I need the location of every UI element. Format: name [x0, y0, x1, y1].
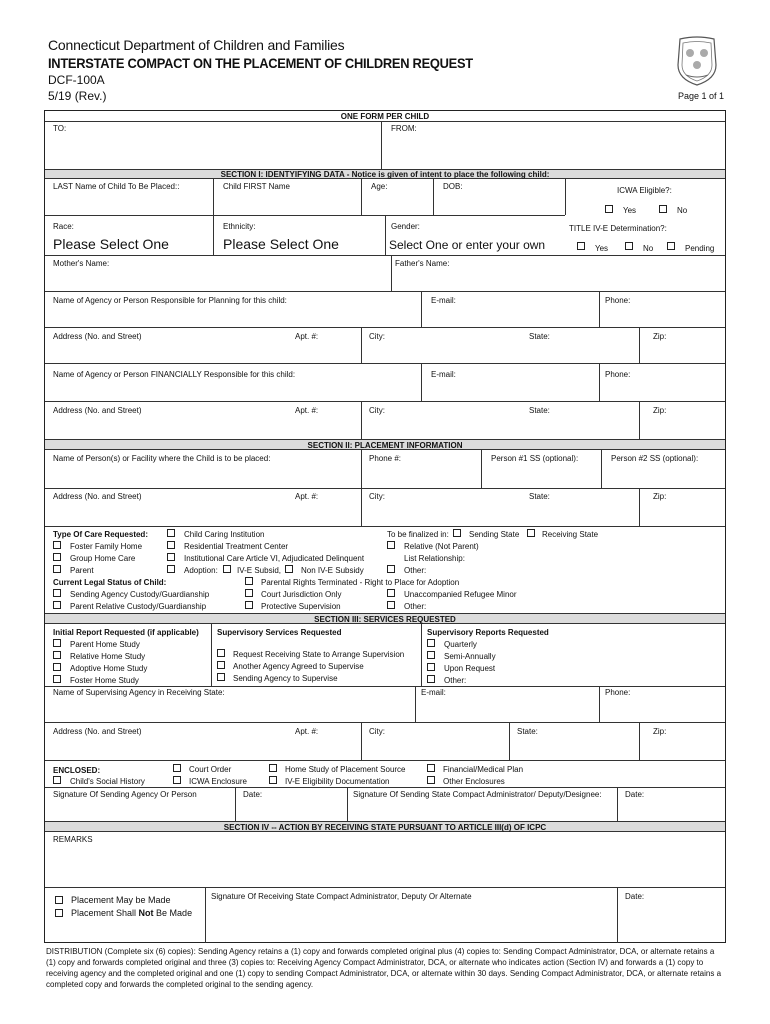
- relative-home-checkbox[interactable]: [53, 651, 61, 659]
- unaccompanied-checkbox[interactable]: [387, 589, 395, 597]
- placement-may-label: Placement May be Made: [71, 895, 171, 905]
- sup-city-label: City:: [369, 727, 385, 736]
- ethnicity-select[interactable]: Please Select One: [223, 236, 339, 252]
- parent-label: Parent: [70, 566, 94, 575]
- title-ive-no-checkbox[interactable]: [625, 242, 633, 250]
- sig-compact-label: Signature Of Sending State Compact Administrator/ Deputy/Designee:: [353, 790, 602, 799]
- financial-address-label: Address (No. and Street): [53, 406, 142, 415]
- first-name-label: Child FIRST Name: [223, 182, 290, 191]
- title-ive-pending-checkbox[interactable]: [667, 242, 675, 250]
- foster-home-label: Foster Home Study: [70, 676, 139, 685]
- initial-report-label: Initial Report Requested (if applicable): [53, 628, 199, 637]
- sup-phone-label: Phone:: [605, 688, 631, 697]
- ive-doc-checkbox[interactable]: [269, 776, 277, 784]
- planning-state-label: State:: [529, 332, 550, 341]
- ethnicity-label: Ethnicity:: [223, 222, 256, 231]
- distribution-text: DISTRIBUTION (Complete six (6) copies): Sending Agency retains a (1) copy and forwards completed original plus (4) copies to: Sending Compact Administrator, DCA, or alternate retains a (1) copy and forwards completed original and three (3) copies to: Receiving Agency Compact Administrator, DCA, or alternate who indicates action (Section IV) and forwards a (1) copy to receiving agency and the completed original and one (1) copy to sending Compact Administrator, DCA, or alternate within 30 days. Sending Compact Administrator, DCA, or alternate retains a completed copy and forwards the completed original to the sending agency.: [46, 947, 722, 989]
- sup-zip-label: Zip:: [653, 727, 667, 736]
- upon-request-checkbox[interactable]: [427, 663, 435, 671]
- planning-phone-label: Phone:: [605, 296, 631, 305]
- req-receiving-label: Request Receiving State to Arrange Supervision: [233, 650, 405, 659]
- financial-state-label: State:: [529, 406, 550, 415]
- placement-address-label: Address (No. and Street): [53, 492, 142, 501]
- section-1-title: SECTION I: IDENTYIFYING DATA - Notice is given of intent to place the following child:: [220, 170, 550, 179]
- non-ive-label: Non IV-E Subsidy: [301, 566, 364, 575]
- adoptive-home-checkbox[interactable]: [53, 663, 61, 671]
- foster-family-checkbox[interactable]: [53, 541, 61, 549]
- protective-label: Protective Supervision: [261, 602, 341, 611]
- race-label: Race:: [53, 222, 74, 231]
- placement-may-checkbox[interactable]: [55, 896, 63, 904]
- race-select[interactable]: Please Select One: [53, 236, 169, 252]
- child-caring-label: Child Caring Institution: [184, 530, 265, 539]
- court-order-label: Court Order: [189, 765, 232, 774]
- foster-family-label: Foster Family Home: [70, 542, 143, 551]
- to-label: TO:: [53, 124, 67, 133]
- protective-checkbox[interactable]: [245, 601, 253, 609]
- parent-checkbox[interactable]: [53, 565, 61, 573]
- another-agency-checkbox[interactable]: [217, 661, 225, 669]
- sup-services-label: Supervisory Services Requested: [217, 628, 342, 637]
- upon-request-label: Upon Request: [444, 664, 496, 673]
- one-form-label: ONE FORM PER CHILD: [340, 112, 430, 121]
- title-ive-pending-label: Pending: [685, 244, 715, 253]
- other-legal-checkbox[interactable]: [387, 601, 395, 609]
- institutional-checkbox[interactable]: [167, 553, 175, 561]
- financial-city-label: City:: [369, 406, 385, 415]
- sig-receiving-label: Signature Of Receiving State Compact Administrator, Deputy Or Alternate: [211, 892, 472, 901]
- sup-agency-label: Name of Supervising Agency in Receiving State:: [53, 688, 225, 697]
- icwa-no-checkbox[interactable]: [659, 205, 667, 213]
- sup-email-label: E-mail:: [421, 688, 446, 697]
- sig-receiving-date-label: Date:: [625, 892, 645, 901]
- parental-rights-label: Parental Rights Terminated - Right to Place for Adoption: [261, 578, 460, 587]
- other-enclosures-checkbox[interactable]: [427, 776, 435, 784]
- quarterly-checkbox[interactable]: [427, 639, 435, 647]
- adoptive-home-label: Adoptive Home Study: [70, 664, 148, 673]
- other-enclosures-label: Other Enclosures: [443, 777, 505, 786]
- unaccompanied-label: Unaccompanied Refugee Minor: [404, 590, 517, 599]
- icwa-label: ICWA Eligible?:: [617, 186, 672, 195]
- title-ive-yes-checkbox[interactable]: [577, 242, 585, 250]
- sending-agency-sup-checkbox[interactable]: [217, 673, 225, 681]
- financial-zip-label: Zip:: [653, 406, 667, 415]
- group-home-checkbox[interactable]: [53, 553, 61, 561]
- icwa-no-label: No: [677, 206, 688, 215]
- icwa-enclosure-label: ICWA Enclosure: [189, 777, 247, 786]
- icpc-form: [44, 110, 726, 943]
- sup-address-label: Address (No. and Street): [53, 727, 142, 736]
- type-of-care-label: Type Of Care Requested:: [53, 530, 148, 539]
- mother-name-label: Mother's Name:: [53, 259, 110, 268]
- parent-home-checkbox[interactable]: [53, 639, 61, 647]
- title-ive-no-label: No: [643, 244, 654, 253]
- ive-doc-label: IV-E Eligibility Documentation: [285, 777, 390, 786]
- ive-subsid-label: IV-E Subsid,: [237, 566, 282, 575]
- planning-city-label: City:: [369, 332, 385, 341]
- form-number: DCF-100A: [48, 73, 105, 87]
- placement-shall-not-label: Placement Shall Not Be Made: [71, 908, 193, 918]
- finalized-receiving-checkbox[interactable]: [527, 529, 535, 537]
- planning-agency-label: Name of Agency or Person Responsible for Planning for this child:: [53, 296, 287, 305]
- form-revision: 5/19 (Rev.): [48, 89, 107, 103]
- parental-rights-checkbox[interactable]: [245, 577, 253, 585]
- child-caring-checkbox[interactable]: [167, 529, 175, 537]
- ive-subsid-checkbox[interactable]: [223, 565, 231, 573]
- other-care-label: Other:: [404, 566, 427, 575]
- other-care-checkbox[interactable]: [387, 565, 395, 573]
- planning-apt-label: Apt. #:: [295, 332, 319, 341]
- dob-label: DOB:: [443, 182, 463, 191]
- adoption-checkbox[interactable]: [167, 565, 175, 573]
- semi-annually-label: Semi-Annually: [444, 652, 496, 661]
- req-receiving-checkbox[interactable]: [217, 649, 225, 657]
- quarterly-label: Quarterly: [444, 640, 477, 649]
- agency-name: Connecticut Department of Children and Families: [48, 37, 345, 53]
- section-3-title: SECTION III: SERVICES REQUESTED: [314, 615, 456, 624]
- person1-ss-label: Person #1 SS (optional):: [491, 454, 579, 463]
- planning-address-label: Address (No. and Street): [53, 332, 142, 341]
- sending-custody-label: Sending Agency Custody/Guardianship: [70, 590, 210, 599]
- residential-checkbox[interactable]: [167, 541, 175, 549]
- finalized-receiving-label: Receiving State: [542, 530, 599, 539]
- court-jurisdiction-checkbox[interactable]: [245, 589, 253, 597]
- financial-plan-checkbox[interactable]: [427, 764, 435, 772]
- placement-apt-label: Apt. #:: [295, 492, 319, 501]
- financial-apt-label: Apt. #:: [295, 406, 319, 415]
- icwa-yes-label: Yes: [623, 206, 637, 215]
- group-home-label: Group Home Care: [70, 554, 136, 563]
- parent-home-label: Parent Home Study: [70, 640, 140, 649]
- relative-checkbox[interactable]: [387, 541, 395, 549]
- finalized-sending-label: Sending State: [469, 530, 520, 539]
- title-ive-yes-label: Yes: [595, 244, 609, 253]
- state-seal-icon: [672, 35, 722, 87]
- sending-custody-checkbox[interactable]: [53, 589, 61, 597]
- sig-sending-label: Signature Of Sending Agency Or Person: [53, 790, 197, 799]
- remarks-label: REMARKS: [53, 835, 93, 844]
- non-ive-checkbox[interactable]: [285, 565, 293, 573]
- sending-agency-sup-label: Sending Agency to Supervise: [233, 674, 338, 683]
- placement-city-label: City:: [369, 492, 385, 501]
- person2-ss-label: Person #2 SS (optional):: [611, 454, 699, 463]
- foster-home-checkbox[interactable]: [53, 675, 61, 683]
- icwa-yes-checkbox[interactable]: [605, 205, 613, 213]
- home-study-label: Home Study of Placement Source: [285, 765, 406, 774]
- institutional-label: Institutional Care Article VI, Adjudicated Delinquent: [184, 554, 365, 563]
- placement-phone-label: Phone #:: [369, 454, 402, 463]
- placement-state-label: State:: [529, 492, 550, 501]
- court-order-checkbox[interactable]: [173, 764, 181, 772]
- sup-reports-label: Supervisory Reports Requested: [427, 628, 549, 637]
- other-legal-label: Other:: [404, 602, 427, 611]
- age-label: Age:: [371, 182, 388, 191]
- form-title: INTERSTATE COMPACT ON THE PLACEMENT OF CHILDREN REQUEST: [48, 55, 473, 71]
- relative-label: Relative (Not Parent): [404, 542, 479, 551]
- sup-apt-label: Apt. #:: [295, 727, 319, 736]
- page-number: Page 1 of 1: [677, 91, 724, 101]
- legal-status-label: Current Legal Status of Child:: [53, 578, 167, 587]
- sup-state-label: State:: [517, 727, 538, 736]
- adoption-label: Adoption:: [184, 566, 218, 575]
- relative-home-label: Relative Home Study: [70, 652, 146, 661]
- icwa-enclosure-checkbox[interactable]: [173, 776, 181, 784]
- residential-label: Residential Treatment Center: [184, 542, 289, 551]
- placement-shall-not-checkbox[interactable]: [55, 909, 63, 917]
- planning-email-label: E-mail:: [431, 296, 456, 305]
- social-history-label: Child's Social History: [70, 777, 145, 786]
- finalized-sending-checkbox[interactable]: [453, 529, 461, 537]
- home-study-checkbox[interactable]: [269, 764, 277, 772]
- social-history-checkbox[interactable]: [53, 776, 61, 784]
- planning-zip-label: Zip:: [653, 332, 667, 341]
- financial-agency-label: Name of Agency or Person FINANCIALLY Responsible for this child:: [53, 370, 296, 379]
- financial-phone-label: Phone:: [605, 370, 631, 379]
- sig-sending-date-label: Date:: [243, 790, 263, 799]
- semi-annually-checkbox[interactable]: [427, 651, 435, 659]
- father-name-label: Father's Name:: [395, 259, 450, 268]
- sig-compact-date-label: Date:: [625, 790, 645, 799]
- finalized-label: To be finalized in:: [387, 530, 449, 539]
- gender-select[interactable]: Select One or enter your own: [389, 238, 546, 252]
- section-4-title: SECTION IV -- ACTION BY RECEIVING STATE PURSUANT TO ARTICLE III(d) OF ICPC: [223, 823, 547, 832]
- list-relationship-label: List Relationship:: [404, 554, 465, 563]
- court-jurisdiction-label: Court Jurisdiction Only: [261, 590, 342, 599]
- other-reports-label: Other:: [444, 676, 467, 685]
- another-agency-label: Another Agency Agreed to Supervise: [233, 662, 364, 671]
- from-label: FROM:: [391, 124, 417, 133]
- gender-label: Gender:: [391, 222, 420, 231]
- last-name-label: LAST Name of Child To Be Placed::: [53, 182, 180, 191]
- enclosed-label: ENCLOSED:: [53, 766, 101, 775]
- financial-email-label: E-mail:: [431, 370, 456, 379]
- parent-relative-checkbox[interactable]: [53, 601, 61, 609]
- financial-plan-label: Financial/Medical Plan: [443, 765, 524, 774]
- placement-zip-label: Zip:: [653, 492, 667, 501]
- section-2-title: SECTION II: PLACEMENT INFORMATION: [307, 441, 463, 450]
- facility-label: Name of Person(s) or Facility where the Child is to be placed:: [53, 454, 271, 463]
- title-ive-label: TITLE IV-E Determination?:: [569, 224, 667, 233]
- other-reports-checkbox[interactable]: [427, 675, 435, 683]
- parent-relative-label: Parent Relative Custody/Guardianship: [70, 602, 207, 611]
